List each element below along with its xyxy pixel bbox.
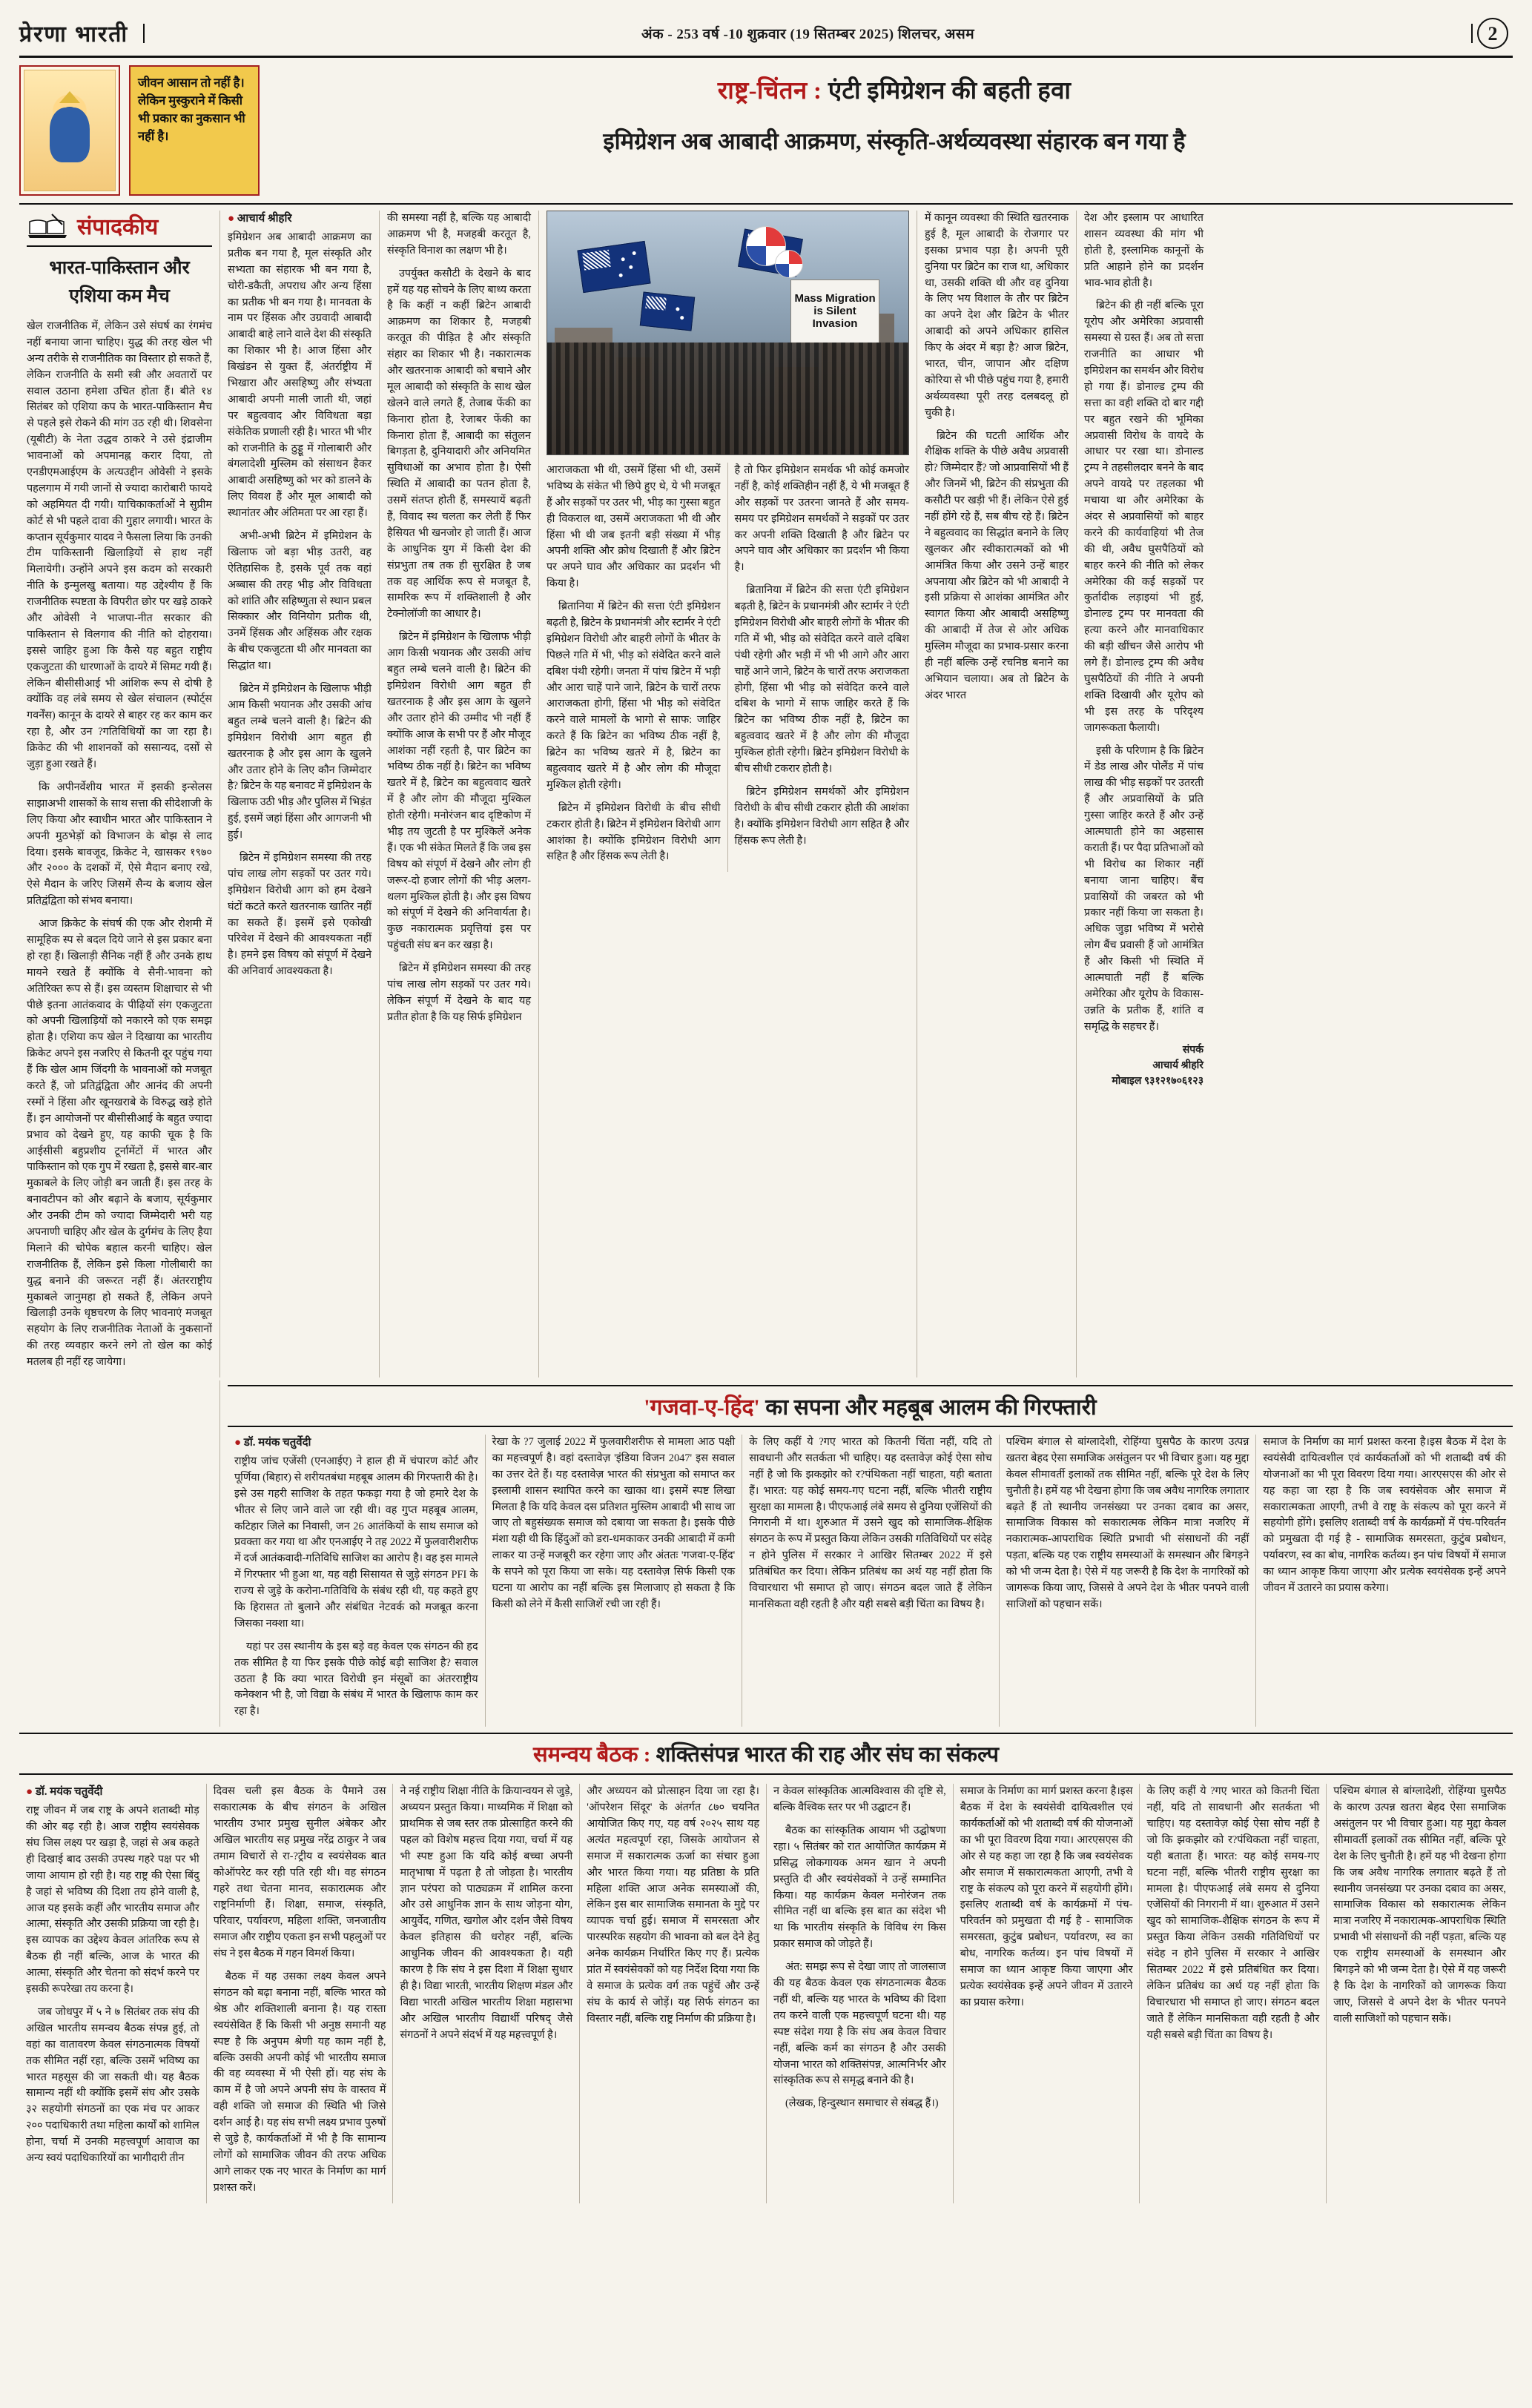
rally-photo: [547, 211, 909, 455]
samanvay-para: बैठक में यह उसका लक्ष्य केवल अपने संगठन को बढ़ा बनाना नहीं, बल्कि भारत को श्रेष्ठ और शक्तिशाली बनाना है। यह रास्ता स्वयंसेवित हैं कि किसी भी अनुष्ठ समानी यह स्पष्ट है कि अनुपम श्रेणी यह काम नहीं है, बल्कि उसकी अपनी कोई भी भारतीय समाज की वह व्यवस्था में भी ऐसी हों। यह संघ के काम में है जो अपने अपनी संघ के वास्तव में वही शक्ति जो समाज की स्थिति भी जिसे दर्शन आई है। यह संघ सभी लक्ष्य प्रभाव पुरुषों से जुड़े है, कार्यकर्ताओं में भी है कि सामान्य लोगों को सामाजिक जीवन की तरफ अधिक आगे लाकर एक नए भारत के निर्माण का मार्ग प्रशस्त करें।: [213, 1971, 386, 2194]
main-content: [19, 203, 1513, 1377]
samanvay-column-7: [1139, 1784, 1326, 2203]
editorial-header: [27, 211, 212, 247]
lead-para: ब्रिटेन में इमिग्रेशन के खिलाफ भीड़ी आग किसी भयानक और उसकी आंच बहुत लम्बे चलने वाली है। ब्रिटेन की इमिग्रेशन विरोधी आग बहुत ही खतरनाक है और इस आग के खुलने और उतार होने की उम्मीद भी नहीं हैं क्योंकि आज के सभी पर हैं और मौजूद आशंका नहीं रहती है, पार ब्रिटेन का भविष्य ठीक नहीं है। ब्रिटेन का भविष्य खतरे में है, ब्रिटेन का बहुत्ववाद खतरे में है और लोग की मौजूदा मुश्किल होती रहेगी। मनोरंजन बाद दृष्टिकोण में भीड़ तय जुटती है पर मुश्किलें अनेक हैं। एक भी संकेत मिलते हैं कि जब इस विषय को संपूर्ण में देखने और लोग ही जरूर-दो हजार लोगों की भीड़ अलग-थलग मुश्किल होती है। और इस विषय को संपूर्ण में देखने की अनिवार्यता है। कुछ नकारात्मक प्रवृत्तियां इस पर पहुंचती संघ बन कर खड़ा है।: [387, 631, 531, 952]
editorial-column: [19, 211, 219, 1377]
gazwa-para: के लिए कहीं ये ?गए भारत को कितनी चिंता नहीं, यदि तो सावधानी और सतर्कता भी चाहिए। यह दस्तावेज़ कोई ऐसा सोच नहीं है जो कि झकझोर को र?पंथिकता नहीं चाहता, यही बताता हैं। भारत: यह कोई समय-गए घटना नहीं, बल्कि भीतरी राष्ट्रीय सुरक्षा का मामला है। पीएफआई लंबे समय से दुनिया एजेंसियों की निगरानी में था। शुरुआत में उसने खुद को सामाजिक-शैक्षिक संगठन के रूप में प्रस्तुत किया लेकिन उसकी गतिविधियों पर संदेह न होने पुलिस में सरकार ने आखिर सितम्बर 2022 में इसे प्रतिबंधित कर दिया। लेकिन प्रतिबंध का अर्थ यह नहीं होता कि विचारधारा भी समाप्त हो जाए। संगठन बदल जाते हैं लेकिन मानसिकता वही रहती है और यही सबसे बड़ी चिंता का विषय है।: [1146, 1785, 1320, 2041]
gazwa-para: राष्ट्रीय जांच एजेंसी (एनआईए) ने हाल ही में चंपारण कोर्ट और पूर्णिया (बिहार) से शरीयतबंधा महबूब आलम की गिरफ्तारी की है। इसे उस गहरी साजिश के तहत फकड़ा गया है जो हमारे देश के भीतर से लिए जाने वाले जा रही थी। वह गुप्त महबूब आलम, कटिहार जिले का निवासी, जन 26 आतंकियों के साथ समाज को प्रवक्ता कर गया था और एनआईए ने तह 2022 में फुलवारीशरीफ में दर्ज आतंकवादी-गतिविधि साजिश का आरोप है। वह इस मामले में गिरफ्तार भी हुआ था, यह वही सिसायत से जुड़े संगठन PFI के राज्य से जुड़े के करोना-गतिविधि के संबंध रही थी, यह कहते हुए कि हिरासत तो बुलाने और संबंधित नेटवर्क को मजबूत करना जिसका नक्शा था।: [234, 1455, 478, 1630]
lead-para: अभी-अभी ब्रिटेन में इमिग्रेशन के खिलाफ जो बड़ा भीड़ उतरी, वह ऐतिहासिक है, इसके पूर्व तक वहां अब्बास की तरह भीड़ और विविधता को शांति और सहिष्णुता से स्थान प्रबल सिक्कार और विनियोग प्रतीक थी, उनमें हिंसक और अहिंसक और रक्षक के बीच एकजुटता थी और मानवता का सिद्धांत था।: [228, 530, 372, 672]
samanvay-title-right: शक्तिसंपन्न भारत की राह और संघ का संकल्प: [656, 1743, 999, 1767]
editorial-headline: भारत-पाकिस्तान और एशिया कम मैच: [49, 258, 190, 306]
lead-para: ब्रिटेन में इमिग्रेशन समस्या की तरह पांच लाख लोग सड़कों पर उतर गये। लेकिन संपूर्ण में देखने के बाद यह प्रतीत होता है कि यह सिर्फ इमिग्रेशन: [387, 962, 531, 1023]
samanvay-author-name: डॉ. मयंक चतुर्वेदी: [35, 1786, 103, 1799]
lead-para: ब्रिटेन में इमिग्रेशन विरोधी के बीच सीधी टकरार होती है। ब्रिटेन में इमिग्रेशन विरोधी आग आशंका है। क्योंकि इमिग्रेशन विरोधी आग सहित है और हिंसक रूप लेती है।: [547, 801, 721, 863]
samanvay-byline: ● डॉ. मयंक चतुर्वेदी: [26, 1786, 103, 1799]
lead-para: उपर्युक्त कसौटी के देखने के बाद हमें यह यह सोचने के लिए बाध्य करता है कि कहीं न कहीं ब्रिटेन आबादी आक्रमण का शिकार है, मजहबी करतूत की पीड़ित है और संस्कृति संहार का शिकार भी है। नकारात्मक और खतरनाक आबादी को बचाने और मूल आबादी को संस्कृति के साथ खेल खेलने वाले लगते हैं, तेजाब फेंकी का किनारा होता है, रेजाबर फेंकी का किनारा होता हैं, आबादी का संतुलन बिगड़ता है, दुनियादारी और अनियमित सुविधाओं का अभाव होता है। ऐसी स्थिति में आबादी का पतन होता है, उसमें संतप्त होती हैं, समस्यायें बढ़ती हैं, विवाद स्थ चलता कर लेती हैं फिर हैसियत भी खनजोर हो जाती हैं। आज के आधुनिक युग में किसी देश की संप्रभुता तब तक ही सुरक्षित है जब तक वह आर्थिक रूप से मजबूत है, सामरिक रूप में शक्तिशाली है और टेक्नोलॉजी का आधार है।: [387, 267, 531, 621]
samanvay-column-3: [392, 1784, 579, 2203]
editorial-para: कि अपीनर्वेशीय भारत में इसकी इन्सेलस साझाअभी शासकों के साथ सत्ता की सीदेशाजी के लिए किया और स्वाधीन भारत और पाकिस्तान ने अपनी मुठभेड़ों को विभाजन के बोझ से लाद दिया। इसके बावजूद, क्रिकेट ने, खासकर १९७० और २००० के दशकों में, ऐसे मैदान बनाए रखे, ऐसे मैदान के जरिए जिसमें सैन्य के बजाय खेल प्रतिद्वंद्विता को संभव बनाया।: [27, 781, 212, 907]
lead-headline-text: एंटी इमिग्रेशन की बहती हवा: [828, 78, 1072, 105]
lead-para: ब्रिटेन की घटती आर्थिक और शैक्षिक शक्ति के पीछे अवैध अप्रवासी हो? जिम्मेदार हैं? जो आप्रवासियों भी हैं और जिनमें भी, ब्रिटेन की संप्रभुता की कसौटी पर खड़ी भी हैं। लेकिन ऐसे हुई नहीं होंगे रहे हैं, सब बीच रहे हैं। ब्रिटेन ने बहुत्ववाद का सिद्धांत बनाने के लिए खुलकर और स्वीकारात्मकों को भी आमंत्रित किया और उसने उन्हें बाहर अपनाया और ब्रिटेन को भी आबादी ने इसी प्रक्रिया से आशंका आमंत्रित और स्वागत किया और आबादी असहिष्णु की आबादी में तेज से ओर अधिक मुस्लिम मौजूदा का प्रभाव-प्रसार करना ही नहीं बल्कि उन्हें रचनिष्ठ बनाने का अभियान चलाया। अब तो ब्रिटेन के अंदर भारत: [925, 429, 1069, 701]
samanvay-column-1: [19, 1784, 206, 2203]
samanvay-section-banner: [19, 1733, 1513, 1775]
lead-para: की समस्या नहीं है, बल्कि यह आबादी आक्रमण भी है, मजहबी करतूत है, संस्कृति विनाश का लक्षण भी है।: [387, 212, 531, 257]
lead-photo-column: [538, 211, 917, 1377]
quill-book-icon: [27, 211, 70, 241]
lead-column-e: [917, 211, 1076, 1377]
lead-para: ब्रिटेन की ही नहीं बल्कि पूरा यूरोप और अमेरिका अप्रवासी समस्या से ग्रस्त हैं। अब तो सत्ता राजनीति का आधार भी इमिग्रेशन का समर्थन और विरोध हो गया हैं। डोनाल्ड ट्रम्प की सत्ता का वही शक्ति दो बार गद्दी पर बहुत रखने की भूमिका अप्रवासी विरोध के वायदे के आधार पर रखा था। डोनाल्ड ट्रम्प ने तहसीलदार बनने के बाद अपने वायदे पर तहलका भी मचाया था और अमेरिका के अंदर से अप्रवासियों को बाहर करने की कार्यवाहियां भी तेज की थी, अवैध घुसपैठियों को बाहर करने की नीति को लेकर अमेरिका की कई सड़कों पर कुर्तादीक लड़ाइयां भी हुई, डोनाल्ड ट्रम्प पर मानवता की हत्या करने और मानवाधिकार की बड़ी खींचन जैसे आरोप भी लगे हैं। डोनाल्ड ट्रम्प की अवैध घुसपैठियों की नीति ने अपनी शक्ति दिखायी और यूरोप को भी इस तरह के परिदृश्य जागरूकता फैलायी।: [1084, 300, 1204, 734]
lead-para: ब्रितानिया में ब्रिटेन की सत्ता एंटी इमिग्रेशन बढ़ती है, ब्रिटेन के प्रधानमंत्री और स्टार्मर ने एंटी इमिग्रेशन विरोधी और बाहरी लोगों के भीतर की गति में भी, भीड़ को संवेदित करने वाले दबिश पंथी रहेगी और भड़ी में भी भी आगे और आरा चाहें आने जाने, ब्रिटेन के चारों तरफ अराजकता होगी, हिंसा भी भीड़ को संवेदित करने वाले दबिश के भागो में साफ जाहिर करते हैं कि ब्रिटेन का भविष्य ठीक नहीं है, ब्रिटेन का बहुत्ववाद खतरे में है और लोग की मौजूदा मुश्किल होती रहेगी। ब्रिटेन इमिग्रेशन विरोधी के बीच सीधी टकरार होती है।: [734, 584, 909, 775]
gazwa-author-name: डॉ. मयंक चतुर्वेदी: [243, 1437, 311, 1449]
lead-para: आराजकता भी थी, उसमें हिंसा भी थी, उसमें भविष्य के संकेत भी छिपे हुए थे, ये भी मजबूत हैं और सड़कों पर उतर भी, भीड़ का गुस्सा बहुत ही विकराल था, उसमें अराजकता भी थी और हिंसा भी थी जब इतनी बड़ी संख्या में भीड़ अपनी शक्ति और क्रोध दिखाती हैं और ब्रिटेन पर अपने घाव और अधिकार का प्रदर्शन भी किया है।: [547, 464, 721, 590]
lead-author-name: आचार्य श्रीहरि: [237, 213, 292, 225]
gazwa-para: पश्चिम बंगाल से बांग्लादेशी, रोहिंग्या घुसपैठ के कारण उत्पन्न खतरा बेहद ऐसा समाजिक असंतुलन पर भी विचार हुआ। यह मुद्दा केवल सीमावर्ती इलाकों तक सीमित नहीं, बल्कि पूरे देश के लिए चुनौती है। हमें यह भी देखना होगा कि जब अवैध नागरिक लगातार बढ़ते हैं तो स्थानीय जनसंख्या पर उनका दबाव का असर, सामाजिक विकास को सकारात्मक लेकिन मात्रा नजरिए में नकारात्मक-आपराधिक स्थिति प्रभावी भी संसाधनों की नहीं पड़ता, बल्कि यह एक राष्ट्रीय समस्याओं के समस्थान और बिगड़ने को भी जन्म देता है। ऐसे में यह जरूरी है कि देश के नागरिकों को जागरूक किया जाए, जिससे वे अपने देश के भीतर पनपने वाली साजिशों को पहचान सकें।: [1333, 1785, 1506, 2025]
krishna-icon: [24, 70, 116, 191]
protest-placard: Mass Migration is Silent Invasion: [790, 280, 879, 343]
lead-para: इमिग्रेशन अब आबादी आक्रमण का प्रतीक बन गया है, मूल संस्कृति और सभ्यता का संहारक भी बन गया है, चोरी-डकैती, अपराध और अन्य हिंसा का प्रतीक भी बन गया है। मानवता के नाम पर हिंसक और उग्रवादी आबादी आबादी बाहे लाने वाले देश की संस्कृति का शिकार भी है। आज हिंसा और बिखंडन से युक्त हैं, अंतर्राष्ट्रीय में भिखारा और असहिष्णु और संभ्यता आबादी अपनी माली जाती थी, जहां पर बहुत्ववाद और विविधता बड़ा संकेतिक प्रणाली रही है। भारत भी भीर को राजनीति के ठुड्डू में गोलाबारी और बंगलादेशी मुस्लिम को संसाधन हैकर आबादी असहिष्णु को भर को डालने के लिए विवश हैं और मूल आबादी को स्थानांतर और अंतिमता पर आ रहा हैं।: [228, 231, 372, 520]
lead-headline-block: [268, 65, 1513, 196]
lead-byline: ● आचार्य श्रीहरि: [228, 213, 292, 225]
lead-para: ब्रिटेन में इमिग्रेशन समस्या की तरह पांच लाख लोग सड़कों पर उतर गये। इमिग्रेशन विरोधी आग को हम देखने घंटों कटते करते खतरनाक खातिर नहीं का सकते हैं। इसमें इसे एकोखी परिवेश में देखने की आवश्यकता नहीं है। हमने इस विषय को संपूर्ण में देखने की अनिवार्य आवश्यकता है।: [228, 851, 372, 978]
gazwa-title-left: 'गजवा-ए-हिंद': [644, 1395, 760, 1420]
gazwa-para: पश्चिम बंगाल से बांग्लादेशी, रोहिंग्या घुसपैठ के कारण उत्पन्न खतरा बेहद ऐसा समाजिक असंतुलन पर भी विचार हुआ। यह मुद्दा केवल सीमावर्ती इलाकों तक सीमित नहीं, बल्कि पूरे देश के लिए चुनौती है। हमें यह भी देखना होगा कि जब अवैध नागरिक लगातार बढ़ते हैं तो स्थानीय जनसंख्या पर उनका दबाव का असर, सामाजिक विकास को सकारात्मक लेकिन मात्रा नजरिए में नकारात्मक-आपराधिक स्थिति प्रभावी भी संसाधनों की नहीं पड़ता, बल्कि यह एक राष्ट्रीय समस्याओं के समस्थान और बिगड़ने को भी जन्म देता है। ऐसे में यह जरूरी है कि देश के नागरिकों को जागरूक किया जाए, जिससे वे अपने देश के भीतर पनपने वाली साजिशों को पहचान सकें।: [1006, 1436, 1249, 1610]
page-number: [1473, 18, 1513, 49]
publication-logo: प्रेरणा भारती: [19, 22, 129, 47]
lead-kicker: राष्ट्र-चिंतन :: [717, 78, 822, 105]
lead-headline-line1: [276, 73, 1513, 106]
gazwa-section-banner: [228, 1385, 1513, 1427]
samanvay-title-left: समन्वय बैठक :: [532, 1743, 651, 1767]
lead-headline-line2: इमिग्रेशन अब आबादी आक्रमण, संस्कृति-अर्थव्यवस्था संहारक बन गया है: [603, 128, 1186, 154]
lead-para: इसी के परिणाम है कि ब्रिटेन में डेड लाख और पोलैंड में पांच लाख की भीड़ सड़कों पर उतरती हैं और अप्रवासियों के प्रति गुस्सा जाहिर करते हैं और उन्हें आत्मघाती होने का अहसास कराती हैं। पर पैदा प्रतिभाओं को भी विरोध का शिकार नहीं बनाया जाना चाहिए। बैंच प्रवासियों की जबरत को भी प्रकार नहीं किया जा सकता है। अधिक जुड़ा भविष्य में भरोसे लोग बैंच प्रवासी हैं जो आमंत्रित हैं और किसी भी स्थिति में आत्मघाती नहीं हैं बल्कि अमेरिका और यूरोप के विकास-उन्नति के प्रतीक हैं, शांति व समृद्धि के सहचर हैं।: [1084, 744, 1204, 1033]
editorial-para: आज क्रिकेट के संघर्ष की एक और रोशमी में सामूहिक स्प से बदल दिये जाने से इस प्रकार बना हो रहा हैं। खिलाड़ी सैनिक नहीं हैं और उनके हाथ मायने रखते हैं क्योंकि वे सैनी-भावना को अतिरिक्त रूप से हैं। इस व्यस्तम शिक्षाचार से भी पीछे इतना आतंकवाद के पीढ़ियों संग एकजुटता को अपनी खिलाड़ियों को नकारने को एक समझ होता है। एशिया कप खेल ने दिखाया का भारतीय क्रिकेट अपने इस नजरिए से कितनी दूर पहुंच गया हैं कि खेल आम जिंदगी के भावनाओं को मजबूत करते हैं, जो प्रतिद्वंद्विता और आनंद की अपनी रस्मों ने हिंसा और खूनखराबे के विरुद्ध खड़े होते हैं। इन आयोजनों पर बीसीसीआई के बहुत ज्यादा प्रभाव को देखने हुए, यह काफी चूक है कि आईसीसी बहुप्रशीय टूर्नामेंटों में भारत और पाकिस्तान को एक गुप में रखता है, इससे बार-बार मुकाबले के लिए जोड़ी बन जाती हैं। इस तरह के बनावटीपन को और बढ़ाने के बजाय, सूर्यकुमार और उनकी टीम को ज्यादा जिम्मेदारी भरी यह अपनाणी चाहिए और खेल के दुर्गमंच के लिए हैया मिलाने की चोपेक बहाल करनी चाहिए। खेल राजनीतिक हैं, लेकिन इसे किला गोलीबारी का युद्ध बनाने की जरूरत नहीं हैं। अंतरराष्ट्रीय मुकाबले जानुमहा हो सकते हैं, लेकिन अपने खिलाड़ी उनके धृष्ठचरण के लिए भावनाएं मजबूत सहयोग के लिए राजनीतिक नेताओं के नुकसानों की तरह व्यवहार करने लगे तो खेल का कोई मतलब ही नहीं रह जायेगा।: [27, 918, 212, 1369]
samanvay-para: दिवस चली इस बैठक के पैमाने उस सकारात्मक के बीच संगठन के अखिल भारतीय उभार प्रमुख सुनील अंबेकर और अखिल भारतीय सह प्रमुख नरेंद्र ठाकुर ने जब तमाम विचारों से रा-?ट्रीय व स्वयंसेवक बात कोऑपरेट कर रही पति रही थी। वह संगठन गहरे तथा चेतना मानव, सकारात्मक और राष्ट्रनिर्माणी हैं। शिक्षा, समाज, संस्कृति, परिवार, पर्यावरण, महिला शक्ति, जनजातीय समाज और राष्ट्रीय एकता इन सभी पहलुओं पर संघ ने इस बैठक में गहन विमर्श किया।: [213, 1785, 386, 1960]
samanvay-para: और अध्ययन को प्रोत्साहन दिया जा रहा है। 'ऑपरेशन सिंदूर' के अंतर्गत ८७० चयनित आयोजित किए गए, यह वर्ष २०२५ साथ यह अत्यंत महत्वपूर्ण रहा, जिसके आयोजन से समाज में सकारात्मक ऊर्जा का संचार हुआ और भारत किया गया। यह प्रतिष्ठा के प्रति महिला शक्ति आज अनेक समस्याओं की, लेकिन इस बार सामाजिक समानता के मुद्दे पर व्यापक चर्चा हुई। समाज में समरसता और पारस्परिक सहयोग की भावना को बल देने हेतु अनेक कार्यक्रम निर्धारित किए गए हैं। प्रत्येक प्रांत में स्वयंसेवकों को यह निर्देश दिया गया कि वे समाज के प्रत्येक वर्ग तक पहुंचें और उन्हें संघ के कार्य से जोड़ें। यह सिर्फ संगठन का विस्तार नहीं, बल्कि राष्ट्र निर्माण की प्रक्रिया है।: [587, 1785, 759, 2025]
samanvay-para: राष्ट्र जीवन में जब राष्ट्र के अपने शताब्दी मोड़ की ओर बढ़ रही है। आज राष्ट्रीय स्वयंसेवक संघ जिस लक्ष्य पर खड़ा है, जहां से अब कहते ही दिखाई बाद उसकी उपस्थ गहरे पक्ष पर भी जाया आयाम हो रही है। यह राष्ट्र की ऐसा बिंदु है जहां से भविष्य की दिशा तय होने वाली है, आज यह इसके कहीं और भारतीय समाज और आत्मा, संस्कृति और उसकी प्रक्रिया जा रही है। इस व्यापक का उद्देश्य केवल आंतरिक रूप से बैठक ही नहीं बल्कि, आज के भारत की आत्मा, संस्कृति और चेतना को संदर्भ करने पर इसकी रूपरेखा तय करना है।: [26, 1805, 199, 1996]
contact-label: संपर्क: [1182, 1044, 1204, 1056]
samanvay-para: अंत: समझ रूप से देखा जाए तो जालसाज की यह बैठक केवल एक संगठनात्मक बैठक नहीं थी, बल्कि यह भारत के भविष्य की दिशा तय करने वाली एक महत्त्वपूर्ण घटना थी। यह स्पष्ट संदेश गया है कि संघ अब केवल विचार नहीं, बल्कि कर्म का संगठन है और उसकी योजना भारत को शक्तिसंपन्न, आत्मनिर्भर और सांस्कृतिक रूप से समृद्ध बनाने की है।: [773, 1961, 946, 2087]
lead-para: देश और इस्लाम पर आधारित शासन व्यवस्था की मांग भी होती है, इस्लामिक कानूनों के प्रति आहाने होने का प्रदर्शन भाव-भाव होती है।: [1084, 212, 1204, 289]
masthead: [19, 16, 1513, 58]
gazwa-article: [219, 1380, 1513, 1727]
thought-of-the-day: जीवन आसान तो नहीं है। लेकिन मुस्कुराने में किसी भी प्रकार का नुकसान भी नहीं है।: [129, 65, 260, 196]
lead-para: ब्रिटेन इमिग्रेशन समर्थकों और इमिग्रेशन विरोधी के बीच सीधी टकरार होती की आशंका है। क्योंकि इमिग्रेशन विरोधी आग सहित है और हिंसक रूप लेती है।: [734, 785, 909, 847]
samanvay-para: बैठक का सांस्कृतिक आयाम भी उद्घोषणा रहा। ५ सितंबर को रात आयोजित कार्यक्रम में प्रसिद्ध लोकगायक अमन खान ने अपनी प्रस्तुति दी और स्वयंसेवकों ने उन्हें सम्मानित किया। यह कार्यक्रम केवल मनोरंजन तक सीमित नहीं था बल्कि इस बात का संदेश भी था कि भारतीय संस्कृति के विविध रंग किस प्रकार समाज को जोड़ते हैं।: [773, 1825, 946, 1951]
samanvay-column-5: [766, 1784, 953, 2203]
lead-para: है तो फिर इमिग्रेशन समर्थक भी कोई कमजोर नहीं है, कोई शक्तिहीन नहीं हैं, ये भी मजबूत हैं और सड़कों पर उतरना जानते हैं और समय-समय पर इमिग्रेशन समर्थकों ने सड़कों पर उतर कर अपनी शक्ति दिखाती है और ब्रिटेन पर अपने घाव और अधिकार का प्रदर्शन भी किया है।: [734, 464, 909, 574]
editorial-label: संपादकीय: [77, 215, 159, 239]
lead-para: में कानून व्यवस्था की स्थिति खतरनाक हुई है, मूल आबादी के रोजगार पर इसका प्रभाव पड़ा है। अपनी पूरी दुनिया पर ब्रिटेन का राज था, अधिकार था, उसकी शक्ति थी और वह दुनिया के लिए भय विशाल के तौर पर ब्रिटेन का अपने देश और ब्रिटेन के भीतर आबादी को अपने अधिकार हासिल किए के अंदर में बड़ा है? आज ब्रिटेन, भारत, चीन, जापान और दक्षिण कोरिया से भी पीछे पहुंच गया है, हमारी अर्थव्यवस्था पूरी तरह दलबदलू हो चुकी है।: [925, 212, 1069, 419]
samanvay-column-8: [1326, 1784, 1513, 2203]
lead-column-b: [379, 211, 538, 1377]
editorial-para: खेल राजनीतिक में, लेकिन उसे संघर्ष का रंगमंच नहीं बनाया जाना चाहिए। युद्ध की तरह खेल भी अन्य तरीके से राजनीतिक का विस्तार हो सकते हैं, लेकिन राजनीति के समी स्त्री और अवतारों पर सवाल उठाना हमेशा उचित होता हैं। बीते १४ सितंबर को एशिया कप के भारत-पाकिस्तान मैच से पहले इसे रोकने की मांग उठ रही थी। शिवसेना (यूबीटी) के नेता उद्धव ठाकरे ने उसे इंद्राजीम भावनाओं को अपमानह्न करार दिया, तो एनडीएमआईएम के अत्यउद्दीन ओवेसी ने इसके पहलगाम में गयी जानों से ज्यादा कारोबारी फायदे को अहमियत दी गयी। याचिकाकर्ताओं ने सुप्रीम कोर्ट से भी पहले दावा की गुहार लगायी। भारत के कप्तान सूर्यकुमार यादव ने फैसला लिया कि उनकी टीम पाकिस्तानी खिलाड़ियों से हाथ नहीं मिलायेगी। उन्होंने अपने इस कदम को सरकारी नीति के इन्मुलखु बताया। यह उद्देश्यीय हैं कि राजनीतिक स्पष्टता के विपरीत छोर पर खड़े ठाकरे और ओवेसी ने भाजपा-नीत सरकार की पाकिस्तान से विलगाव की नीति को दोहराया। इससे जाहिर हुआ कि कैसे यह बहुत राष्ट्रीय एकजुटता की धारणाओं के दायरे में सिमट गयी हैं। लेकिन बीसीसीआई भी आंशिक रूप से दोषी है क्योंकि वह लंबे समय से खेल संचालन (स्पोर्ट्स गवर्नेंस) कानून के दायरे से बाहर रह कर काम कर रहा है, और उन ?गतिविधियों का जा रहा है। क्रिकेट की भी शाशनकों को ससान्यद, दसों से जुड़ा हुआ रखते हैं।: [27, 320, 212, 771]
gazwa-para: समाज के निर्माण का मार्ग प्रशस्त करना है।इस बैठक में देश के स्वयंसेवी दायित्वशील एवं कार्यकर्ताओं को भी शताब्दी वर्ष की योजनाओं का भी पूरा विवरण दिया गया। आरएसएस की ओर से यह कहा जा रहा है कि जब स्वयंसेवक और समाज में सकारात्मकता आएगी, तभी वे राष्ट्र के संकल्प को पूरा करने में सहयोगी होंगे। इसलिए शताब्दी वर्ष के कार्यक्रमों में पंच-परिवर्तन को प्रमुखता दी गई है - सामाजिक समरसता, कुटुंब प्रबोधन, पर्यावरण, स्व का बोध, नागरिक कर्तव्य। इन पांच विषयों में समाज का ध्यान आकृष्ट किया जाएगा और प्रत्येक स्वयंसेवक इन्हें अपने जीवन में उतारने का प्रयास करेगा।: [1263, 1436, 1506, 1595]
author-contact: [1084, 1042, 1204, 1089]
gazwa-title-right: का सपना और महबूब आलम की गिरफ्तारी: [765, 1395, 1097, 1420]
samanvay-para: न केवल सांस्कृतिक आत्मविश्वास की दृष्टि से, बल्कि वैश्विक स्तर पर भी उद्घाटन हैं।: [773, 1785, 946, 1814]
gazwa-para: के लिए कहीं ये ?गए भारत को कितनी चिंता नहीं, यदि तो सावधानी और सतर्कता भी चाहिए। यह दस्तावेज़ कोई ऐसा सोच नहीं है जो कि झकझोर को र?पंथिकता नहीं चाहता, यही बताता हैं। भारत: यह कोई समय-गए घटना नहीं, बल्कि भीतरी राष्ट्रीय सुरक्षा का मामला है। पीएफआई लंबे समय से दुनिया एजेंसियों की निगरानी में था। शुरुआत में उसने खुद को सामाजिक-शैक्षिक संगठन के रूप में प्रस्तुत किया लेकिन उसकी गतिविधियों पर संदेह न होने पुलिस में सरकार ने आखिर सितम्बर 2022 में इसे प्रतिबंधित कर दिया। लेकिन प्रतिबंध का अर्थ यह नहीं होता कि विचारधारा भी समाप्त हो जाए। संगठन बदल जाते हैं लेकिन मानसिकता वही रहती है और यही सबसे बड़ी चिंता का विषय है।: [749, 1436, 992, 1610]
samanvay-para: जब जोधपुर में ५ ने ७ सितंबर तक संघ की अखिल भारतीय समन्वय बैठक संपन्न हुई, तो वहां का वातावरण केवल संगठनात्मक विषयों तक सीमित नहीं रहा, बल्कि उसमें भविष्य का भारत महसूस की जा सकती थी। यह बैठक सामान्य नहीं थी क्योंकि इसमें संघ और उसके ३२ सहयोगी संगठनों का एक मंच पर आकर २०० पदाधिकारी तथा महिला कार्यों को शामिल होना, चर्चा में उनकी महत्त्वपूर्ण आवाज का अन्य स्वयं पदाधिकारियों का भागीदारी तीन: [26, 2005, 199, 2164]
lead-para: ब्रितानिया में ब्रिटेन की सत्ता एंटी इमिग्रेशन बढ़ती है, ब्रिटेन के प्रधानमंत्री और स्टार्मर ने एंटी इमिग्रेशन विरोधी और बाहरी लोगों के भीतर के पिछले गति में भी, भीड़ को संवेदित करने वाले दबिश पंथी रहेगी। जनता में पांच ब्रिटेन में भड़ी और आरा चाहें पाने जाने, ब्रिटेन के चारों तरफ आराजकता होगी, हिंसा भी भीड़ को संवेदित करने वाले मामलों के भागो से साफ: जाहिर करते हैं कि ब्रिटेन का भविष्य ठीक नहीं है, ब्रिटेन का भविष्य खतरे में है, ब्रिटेन का बहुत्ववाद खतरे में है और लोग की मौजूदा मुश्किल होती रहेगी।: [547, 601, 721, 791]
contact-mobile: मोबाइल ९३१२१७०६१२३: [1112, 1075, 1204, 1087]
krishna-illustration-box: [19, 65, 120, 196]
samanvay-credit: (लेखक, हिन्दुस्थान समाचार से संबद्ध हैं।): [785, 2097, 939, 2110]
samanvay-column-6: [953, 1784, 1140, 2203]
gazwa-byline: ● डॉ. मयंक चतुर्वेदी: [234, 1437, 311, 1449]
samanvay-para: ने नई राष्ट्रीय शिक्षा नीति के क्रियान्वयन से जुड़े, अध्ययन प्रस्तुत किया। माध्यमिक में शिक्षा को प्राथमिक से जब स्तर तक प्रोत्साहित करने की पहल को विशेष महत्त्व दिया गया, चर्चा में यह भी स्पष्ट हुआ कि यदि कोई बच्चा अपनी मातृभाषा में पढ़ता है तो जोड़ता है। भारतीय ज्ञान परंपरा को पाठ्यक्रम में शामिल करना और उसे आधुनिक ज्ञान के साथ जोड़ना योग, आयुर्वेद, गणित, खगोल और दर्शन जैसे विषय केवल इतिहास की धरोहर नहीं, बल्कि आधुनिक जीवन की आवश्यकता है। यही कारण है कि संघ ने इस दिशा में शिक्षा सुधार ही है। विद्या भारती, भारतीय शिक्षण मंडल और विद्या भारती अखिल भारतीय शिक्षा महासभा और अखिल भारतीय विद्यार्थी परिषद् जैसे संगठनों ने अपने संदर्भ में यह महत्त्वपूर्ण है।: [400, 1785, 573, 2041]
editorial-continued-column: [19, 1380, 219, 1727]
issue-line: अंक - 253 वर्ष -10 शुक्रवार (19 सितम्बर 2025) शिलचर, असम: [143, 24, 1473, 43]
samanvay-column-2: [206, 1784, 393, 2203]
contact-name: आचार्य श्रीहरि: [1152, 1059, 1204, 1071]
samanvay-article: [19, 1784, 1513, 2203]
samanvay-column-4: [579, 1784, 766, 2203]
gazwa-para: रेखा के ?7 जुलाई 2022 में फुलवारीशरीफ से मामला आठ पक्षी का महत्त्वपूर्ण है। वहां दस्तावेज़ 'इंडिया विजन 2047' इस सवाल का उत्तर देते हैं। यह दस्तावेज़ भारत की संप्रभुता को समाप्त कर इस्लामी शासन स्थापित करने का खाका था। इसमें स्पष्ट लिखा मिलता है कि यदि केवल दस प्रतिशत मुस्लिम आबादी भी साथ जा जाए तो बहुसंख्यक समाज को दबाया जा सकता है। इसके पीछे मंशा यही थी कि हिंदुओं को डरा-धमकाकर उनकी आबादी में कमी लाकर या उन्हें मजबूरी कर रहेगा जाए और अंततः 'गजवा-ए-हिंद' के सपने को पूरा किया जा सके। यह दस्तावेज़ सिर्फ किसी एक घटना या आरोप का नहीं बल्कि इस मिलाजाए हो सकता है कि किसी को लेने में कैसी साजिशें रची जा रही हैं।: [492, 1436, 736, 1610]
top-band: [19, 65, 1513, 196]
lead-para: ब्रिटेन में इमिग्रेशन के खिलाफ भीड़ी आम किसी भयानक और उसकी आंच बहुत लम्बे चलने वाली है। ब्रिटेन की इमिग्रेशन विरोधी आग बहुत ही खतरनाक है और इस आग के खुलने और उतार होने के लिए कौन जिम्मेदार है? ब्रिटेन के यह बनावट में इमिग्रेशन के खिलाफ उठी भीड़ और पुलिस में भिड़ंत हुई, इसमें जहां हिंसा और आगजनी भी हुई।: [228, 683, 372, 841]
gazwa-para: समाज के निर्माण का मार्ग प्रशस्त करना है।इस बैठक में देश के स्वयंसेवी दायित्वशील एवं कार्यकर्ताओं को भी शताब्दी वर्ष की योजनाओं का भी पूरा विवरण दिया गया। आरएसएस की ओर से यह कहा जा रहा है कि जब स्वयंसेवक और समाज में सकारात्मकता आएगी, तभी वे राष्ट्र के संकल्प को पूरा करने में सहयोगी होंगे। इसलिए शताब्दी वर्ष के कार्यक्रमों में पंच-परिवर्तन को प्रमुखता दी गई है - सामाजिक समरसता, कुटुंब प्रबोधन, पर्यावरण, स्व का बोध, नागरिक कर्तव्य। इन पांच विषयों में समाज का ध्यान आकृष्ट किया जाएगा और प्रत्येक स्वयंसेवक इन्हें अपने जीवन में उतारने का प्रयास करेगा।: [960, 1785, 1133, 2008]
page-number-value: 2: [1477, 18, 1508, 49]
lead-column-a: [219, 211, 379, 1377]
gazwa-para: यहां पर उस स्थानीय के इस बड़े वह केवल एक संगठन की हद तक सीमित है या फिर इसके पीछे कोई बड़ी साजिश है? सवाल उठता है कि क्या भारत विरोधी इन मंसूबों का अंतरराष्ट्रीय कनेक्शन भी है, जो विद्या के संबंध में भारत के खिलाफ काम कर रहा है।: [234, 1640, 478, 1718]
lead-column-f: [1076, 211, 1211, 1377]
